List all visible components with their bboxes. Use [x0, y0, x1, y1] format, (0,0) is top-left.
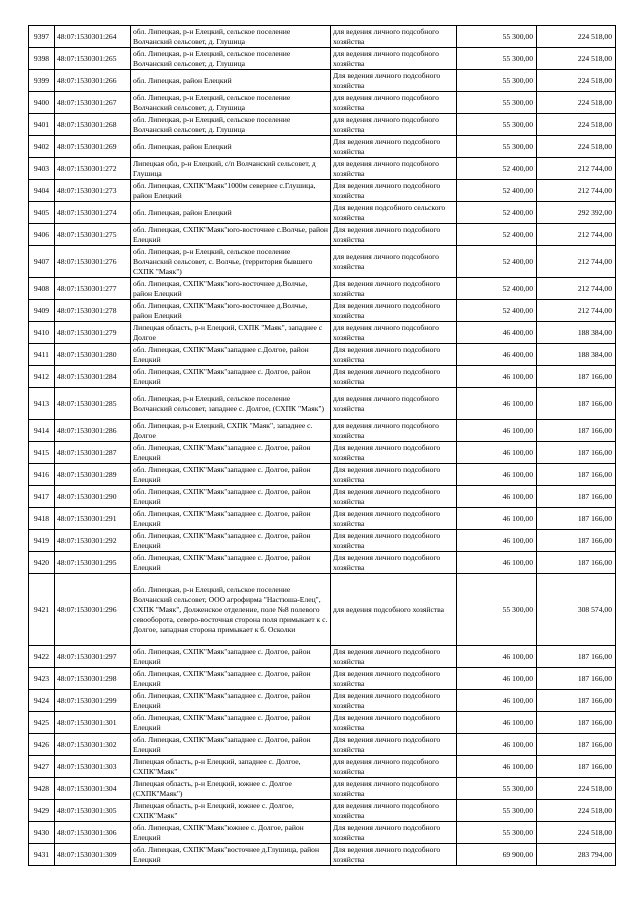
- parcel-area: 55 300,00: [457, 136, 537, 158]
- parcel-address: обл. Липецкая, р-н Елецкий, сельское поселение Волчанский сельсовет, д. Глушица: [131, 114, 331, 136]
- row-number: 9408: [29, 278, 55, 300]
- permitted-use: для ведения личного подсобного хозяйства: [331, 158, 457, 180]
- parcel-address: обл. Липецкая, СХПК"Маяк"западнее с. Долгое, район Елецкий: [131, 690, 331, 712]
- cadastral-value: 224 518,00: [537, 822, 616, 844]
- cadastral-number: 48:07:1530301:287: [55, 442, 131, 464]
- cadastral-value: 187 166,00: [537, 486, 616, 508]
- table-row: [29, 420, 616, 442]
- cadastral-value: 283 794,00: [537, 844, 616, 866]
- permitted-use: Для ведения личного подсобного хозяйства: [331, 552, 457, 574]
- parcel-area: 52 400,00: [457, 246, 537, 278]
- table-row: [29, 778, 616, 800]
- row-number: 9425: [29, 712, 55, 734]
- cadastral-number: 48:07:1530301:279: [55, 322, 131, 344]
- cadastral-number: 48:07:1530301:272: [55, 158, 131, 180]
- row-number: 9428: [29, 778, 55, 800]
- row-number: 9430: [29, 822, 55, 844]
- cadastral-value: 224 518,00: [537, 92, 616, 114]
- permitted-use: Для ведения личного подсобного хозяйства: [331, 366, 457, 388]
- row-number: 9403: [29, 158, 55, 180]
- cadastral-number: 48:07:1530301:304: [55, 778, 131, 800]
- cadastral-value: 224 518,00: [537, 70, 616, 92]
- row-number: 9415: [29, 442, 55, 464]
- cadastral-value: 187 166,00: [537, 646, 616, 668]
- cadastral-number: 48:07:1530301:276: [55, 246, 131, 278]
- table-row: [29, 158, 616, 180]
- parcel-address: обл. Липецкая, р-н Елецкий, сельское поселение Волчанский сельсовет, д. Глушица: [131, 92, 331, 114]
- table-row: [29, 734, 616, 756]
- table-row: [29, 366, 616, 388]
- cadastral-value: 187 166,00: [537, 734, 616, 756]
- parcel-address: Липецкая область, р-н Елецкий, западнее с. Долгое, СХПК"Маяк": [131, 756, 331, 778]
- cadastral-number: 48:07:1530301:297: [55, 646, 131, 668]
- parcel-address: обл. Липецкая, район Елецкий: [131, 202, 331, 224]
- permitted-use: Для ведения личного подсобного хозяйства: [331, 224, 457, 246]
- permitted-use: Для ведения личного подсобного хозяйства: [331, 844, 457, 866]
- permitted-use: для ведения личного подсобного хозяйства: [331, 756, 457, 778]
- parcel-address: обл. Липецкая, СХПК"Маяк"западнее с. Долгое, район Елецкий: [131, 508, 331, 530]
- row-number: 9399: [29, 70, 55, 92]
- permitted-use: Для ведения личного подсобного хозяйства: [331, 70, 457, 92]
- cadastral-value: 187 166,00: [537, 552, 616, 574]
- parcel-address: обл. Липецкая, СХПК"Маяк"юго-восточнее д.Волчье, район Елецкий: [131, 300, 331, 322]
- cadastral-number: 48:07:1530301:264: [55, 26, 131, 48]
- cadastral-number: 48:07:1530301:277: [55, 278, 131, 300]
- cadastral-value: 308 574,00: [537, 574, 616, 646]
- row-number: 9413: [29, 388, 55, 420]
- parcel-address: обл. Липецкая, р-н Елецкий, сельское поселение Волчанский сельсовет, д. Глушица: [131, 26, 331, 48]
- cadastral-value: 224 518,00: [537, 778, 616, 800]
- parcel-address: обл. Липецкая, СХПК"Маяк"восточнее д.Глушица, район Елецкий: [131, 844, 331, 866]
- permitted-use: Для ведения личного подсобного хозяйства: [331, 712, 457, 734]
- parcel-area: 55 300,00: [457, 92, 537, 114]
- cadastral-value: 188 384,00: [537, 322, 616, 344]
- table-row: [29, 442, 616, 464]
- cadastral-value: 224 518,00: [537, 800, 616, 822]
- parcel-area: 46 100,00: [457, 646, 537, 668]
- table-row: [29, 224, 616, 246]
- row-number: 9416: [29, 464, 55, 486]
- parcel-address: обл. Липецкая, р-н Елецкий, сельское поселение Волчанский сельсовет, д. Глушица: [131, 48, 331, 70]
- row-number: 9424: [29, 690, 55, 712]
- parcel-area: 46 100,00: [457, 690, 537, 712]
- table-row: [29, 646, 616, 668]
- parcel-area: 46 100,00: [457, 530, 537, 552]
- parcel-area: 46 100,00: [457, 712, 537, 734]
- cadastral-number: 48:07:1530301:292: [55, 530, 131, 552]
- parcel-address: обл. Липецкая, р-н Елецкий, сельское поселение Волчанский сельсовет, западнее с. Долгое, (СХПК "Маяк"): [131, 388, 331, 420]
- table-row: [29, 464, 616, 486]
- permitted-use: для ведения личного подсобного хозяйства: [331, 388, 457, 420]
- cadastral-number: 48:07:1530301:280: [55, 344, 131, 366]
- parcel-area: 46 400,00: [457, 322, 537, 344]
- cadastral-value: 187 166,00: [537, 420, 616, 442]
- table-row: [29, 300, 616, 322]
- cadastral-value: 187 166,00: [537, 690, 616, 712]
- permitted-use: Для ведения личного подсобного хозяйства: [331, 646, 457, 668]
- row-number: 9422: [29, 646, 55, 668]
- cadastral-value: 212 744,00: [537, 158, 616, 180]
- cadastral-value: 187 166,00: [537, 530, 616, 552]
- permitted-use: Для ведения личного подсобного хозяйства: [331, 344, 457, 366]
- cadastral-value: 224 518,00: [537, 26, 616, 48]
- cadastral-value: 187 166,00: [537, 388, 616, 420]
- row-number: 9421: [29, 574, 55, 646]
- cadastral-value: 187 166,00: [537, 712, 616, 734]
- permitted-use: Для ведения личного подсобного хозяйства: [331, 668, 457, 690]
- permitted-use: для ведения личного подсобного хозяйства: [331, 778, 457, 800]
- parcel-area: 52 400,00: [457, 202, 537, 224]
- cadastral-value: 224 518,00: [537, 114, 616, 136]
- permitted-use: для ведения подсобного хозяйства: [331, 574, 457, 646]
- parcel-area: 55 300,00: [457, 48, 537, 70]
- table-row: [29, 822, 616, 844]
- permitted-use: для ведения личного подсобного хозяйства: [331, 26, 457, 48]
- parcel-area: 69 900,00: [457, 844, 537, 866]
- parcel-address: обл. Липецкая, СХПК"Маяк"западнее с. Долгое, район Елецкий: [131, 366, 331, 388]
- row-number: 9426: [29, 734, 55, 756]
- parcel-address: обл. Липецкая, СХПК"Маяк"западнее с. Долгое, район Елецкий: [131, 734, 331, 756]
- parcel-address: обл. Липецкая, р-н Елецкий, сельское поселение Волчанский сельсовет, с. Волчье, (территория бывшего СХПК "Маяк"): [131, 246, 331, 278]
- permitted-use: Для ведения личного подсобного хозяйства: [331, 530, 457, 552]
- cadastral-number: 48:07:1530301:303: [55, 756, 131, 778]
- parcel-area: 55 300,00: [457, 26, 537, 48]
- cadastral-number: 48:07:1530301:295: [55, 552, 131, 574]
- permitted-use: Для ведения личного подсобного хозяйства: [331, 442, 457, 464]
- parcel-area: 46 100,00: [457, 486, 537, 508]
- cadastral-value: 187 166,00: [537, 508, 616, 530]
- table-row: [29, 574, 616, 646]
- table-row: [29, 322, 616, 344]
- permitted-use: для ведения личного подсобного хозяйства: [331, 92, 457, 114]
- row-number: 9429: [29, 800, 55, 822]
- table-row: [29, 800, 616, 822]
- permitted-use: Для ведения подсобного сельского хозяйства: [331, 202, 457, 224]
- cadastral-value: 187 166,00: [537, 464, 616, 486]
- parcel-area: 55 300,00: [457, 114, 537, 136]
- cadastral-number: 48:07:1530301:309: [55, 844, 131, 866]
- parcel-address: обл. Липецкая, СХПК"Маяк"западнее с. Долгое, район Елецкий: [131, 442, 331, 464]
- row-number: 9419: [29, 530, 55, 552]
- permitted-use: для ведения личного подсобного хозяйства: [331, 800, 457, 822]
- cadastral-number: 48:07:1530301:305: [55, 800, 131, 822]
- permitted-use: Для ведения личного подсобного хозяйства: [331, 180, 457, 202]
- permitted-use: Для ведения личного подсобного хозяйства: [331, 822, 457, 844]
- table-row: [29, 180, 616, 202]
- cadastral-number: 48:07:1530301:267: [55, 92, 131, 114]
- parcel-area: 46 400,00: [457, 344, 537, 366]
- parcel-address: обл. Липецкая, СХПК"Маяк"юго-восточнее д.Волчье, район Елецкий: [131, 278, 331, 300]
- permitted-use: для ведения личного подсобного хозяйства: [331, 420, 457, 442]
- parcel-address: обл. Липецкая, р-н Елецкий, СХПК "Маяк", западнее с. Долгое: [131, 420, 331, 442]
- cadastral-number: 48:07:1530301:301: [55, 712, 131, 734]
- cadastral-value: 292 392,00: [537, 202, 616, 224]
- row-number: 9398: [29, 48, 55, 70]
- parcel-area: 52 400,00: [457, 300, 537, 322]
- table-row: [29, 756, 616, 778]
- cadastral-number: 48:07:1530301:290: [55, 486, 131, 508]
- parcel-area: 55 300,00: [457, 70, 537, 92]
- cadastral-number: 48:07:1530301:285: [55, 388, 131, 420]
- parcel-area: 55 300,00: [457, 574, 537, 646]
- row-number: 9431: [29, 844, 55, 866]
- parcel-area: 46 100,00: [457, 508, 537, 530]
- cadastral-value: 187 166,00: [537, 442, 616, 464]
- cadastral-number: 48:07:1530301:286: [55, 420, 131, 442]
- table-body: [29, 26, 616, 866]
- cadastral-number: 48:07:1530301:278: [55, 300, 131, 322]
- row-number: 9400: [29, 92, 55, 114]
- parcel-address: обл. Липецкая, СХПК"Маяк"западнее с. Долгое, район Елецкий: [131, 464, 331, 486]
- cadastral-number: 48:07:1530301:296: [55, 574, 131, 646]
- cadastral-number: 48:07:1530301:268: [55, 114, 131, 136]
- row-number: 9409: [29, 300, 55, 322]
- parcel-address: обл. Липецкая, СХПК"Маяк"западнее с.Долгое, район Елецкий: [131, 344, 331, 366]
- parcel-area: 52 400,00: [457, 158, 537, 180]
- parcel-address: обл. Липецкая, СХПК"Маяк"1000м севернее с.Глушица, район Елецкий: [131, 180, 331, 202]
- table-row: [29, 136, 616, 158]
- table-row: [29, 48, 616, 70]
- table-row: [29, 552, 616, 574]
- cadastral-value: 187 166,00: [537, 366, 616, 388]
- permitted-use: Для ведения личного подсобного хозяйства: [331, 300, 457, 322]
- parcel-address: обл. Липецкая, р-н Елецкий, сельское поселение Волчанский сельсовет, ООО агрофирма "Настюша-Елец", СХПК "Маяк", Долженское отделение, поле №8 полевого севооборота, северо-восточная сторона поля примыкает к с. Долгое, западная сторона примыкает к б. Осколки: [131, 574, 331, 646]
- table-row: [29, 202, 616, 224]
- cadastral-number: 48:07:1530301:275: [55, 224, 131, 246]
- table-row: [29, 70, 616, 92]
- permitted-use: для ведения личного подсобного хозяйства: [331, 322, 457, 344]
- cadastral-number: 48:07:1530301:306: [55, 822, 131, 844]
- cadastral-number: 48:07:1530301:266: [55, 70, 131, 92]
- row-number: 9407: [29, 246, 55, 278]
- row-number: 9397: [29, 26, 55, 48]
- table-row: [29, 246, 616, 278]
- permitted-use: для ведения личного подсобного хозяйства: [331, 114, 457, 136]
- cadastral-value: 212 744,00: [537, 246, 616, 278]
- row-number: 9418: [29, 508, 55, 530]
- permitted-use: Для ведения личного подсобного хозяйства: [331, 136, 457, 158]
- parcel-area: 46 100,00: [457, 388, 537, 420]
- parcel-address: Липецкая область, р-н Елецкий, СХПК "Маяк", западнее с Долгое: [131, 322, 331, 344]
- parcel-address: обл. Липецкая, СХПК"Маяк"западнее с. Долгое, район Елецкий: [131, 668, 331, 690]
- permitted-use: Для ведения личного подсобного хозяйства: [331, 508, 457, 530]
- cadastral-value: 187 166,00: [537, 668, 616, 690]
- row-number: 9411: [29, 344, 55, 366]
- cadastral-value: 212 744,00: [537, 180, 616, 202]
- cadastral-value: 224 518,00: [537, 48, 616, 70]
- permitted-use: для ведения личного подсобного хозяйства: [331, 48, 457, 70]
- table-row: [29, 668, 616, 690]
- parcel-area: 55 300,00: [457, 778, 537, 800]
- table-row: [29, 388, 616, 420]
- cadastral-value: 212 744,00: [537, 278, 616, 300]
- row-number: 9427: [29, 756, 55, 778]
- row-number: 9417: [29, 486, 55, 508]
- row-number: 9406: [29, 224, 55, 246]
- parcel-area: 46 100,00: [457, 366, 537, 388]
- table-row: [29, 844, 616, 866]
- table-row: [29, 530, 616, 552]
- row-number: 9402: [29, 136, 55, 158]
- document-page: [28, 25, 615, 866]
- cadastral-number: 48:07:1530301:284: [55, 366, 131, 388]
- permitted-use: Для ведения личного подсобного хозяйства: [331, 690, 457, 712]
- cadastral-value: 187 166,00: [537, 756, 616, 778]
- row-number: 9420: [29, 552, 55, 574]
- table-row: [29, 278, 616, 300]
- parcel-area: 46 100,00: [457, 420, 537, 442]
- row-number: 9405: [29, 202, 55, 224]
- parcel-address: обл. Липецкая, район Елецкий: [131, 70, 331, 92]
- cadastral-value: 212 744,00: [537, 224, 616, 246]
- cadastral-number: 48:07:1530301:265: [55, 48, 131, 70]
- parcel-area: 46 100,00: [457, 734, 537, 756]
- parcel-address: обл. Липецкая, СХПК"Маяк"западнее с. Долгое, район Елецкий: [131, 530, 331, 552]
- land-parcels-table: [28, 25, 616, 866]
- table-row: [29, 114, 616, 136]
- cadastral-value: 224 518,00: [537, 136, 616, 158]
- row-number: 9401: [29, 114, 55, 136]
- parcel-address: Липецкая обл, р-н Елецкий, с/п Волчанский сельсовет, д Глушица: [131, 158, 331, 180]
- row-number: 9404: [29, 180, 55, 202]
- parcel-area: 55 300,00: [457, 822, 537, 844]
- cadastral-value: 212 744,00: [537, 300, 616, 322]
- cadastral-number: 48:07:1530301:302: [55, 734, 131, 756]
- parcel-area: 52 400,00: [457, 278, 537, 300]
- permitted-use: для ведения личного подсобного хозяйства: [331, 246, 457, 278]
- table-row: [29, 690, 616, 712]
- parcel-area: 46 100,00: [457, 668, 537, 690]
- parcel-area: 52 400,00: [457, 224, 537, 246]
- parcel-area: 46 100,00: [457, 552, 537, 574]
- row-number: 9423: [29, 668, 55, 690]
- table-row: [29, 344, 616, 366]
- parcel-area: 55 300,00: [457, 800, 537, 822]
- cadastral-number: 48:07:1530301:274: [55, 202, 131, 224]
- parcel-address: обл. Липецкая, СХПК"Маяк"западнее с. Долгое, район Елецкий: [131, 552, 331, 574]
- parcel-area: 52 400,00: [457, 180, 537, 202]
- row-number: 9410: [29, 322, 55, 344]
- parcel-area: 46 100,00: [457, 756, 537, 778]
- cadastral-number: 48:07:1530301:269: [55, 136, 131, 158]
- row-number: 9414: [29, 420, 55, 442]
- table-row: [29, 92, 616, 114]
- permitted-use: Для ведения личного подсобного хозяйства: [331, 486, 457, 508]
- table-row: [29, 712, 616, 734]
- parcel-address: Липецкая область, р-н Елецкий, южнее с. Долгое, СХПК"Маяк": [131, 800, 331, 822]
- cadastral-number: 48:07:1530301:289: [55, 464, 131, 486]
- cadastral-number: 48:07:1530301:298: [55, 668, 131, 690]
- parcel-address: обл. Липецкая, СХПК"Маяк"южнее с. Долгое, район Елецкий: [131, 822, 331, 844]
- permitted-use: Для ведения личного подсобного хозяйства: [331, 734, 457, 756]
- parcel-address: обл. Липецкая, СХПК"Маяк"юго-восточнее с.Волчье, район Елецкий: [131, 224, 331, 246]
- parcel-address: обл. Липецкая, СХПК"Маяк"западнее с. Долгое, район Елецкий: [131, 486, 331, 508]
- parcel-address: обл. Липецкая, район Елецкий: [131, 136, 331, 158]
- row-number: 9412: [29, 366, 55, 388]
- table-row: [29, 26, 616, 48]
- parcel-address: Липецкая область, р-н Елецкий, южнее с. Долгое (СХПК"Маяк"): [131, 778, 331, 800]
- parcel-address: обл. Липецкая, СХПК"Маяк"западнее с. Долгое, район Елецкий: [131, 646, 331, 668]
- parcel-area: 46 100,00: [457, 442, 537, 464]
- cadastral-number: 48:07:1530301:291: [55, 508, 131, 530]
- parcel-address: обл. Липецкая, СХПК"Маяк"западнее с. Долгое, район Елецкий: [131, 712, 331, 734]
- cadastral-number: 48:07:1530301:299: [55, 690, 131, 712]
- cadastral-number: 48:07:1530301:273: [55, 180, 131, 202]
- cadastral-value: 188 384,00: [537, 344, 616, 366]
- permitted-use: Для ведения личного подсобного хозяйства: [331, 464, 457, 486]
- table-row: [29, 486, 616, 508]
- permitted-use: Для ведения личного подсобного хозяйства: [331, 278, 457, 300]
- parcel-area: 46 100,00: [457, 464, 537, 486]
- table-row: [29, 508, 616, 530]
